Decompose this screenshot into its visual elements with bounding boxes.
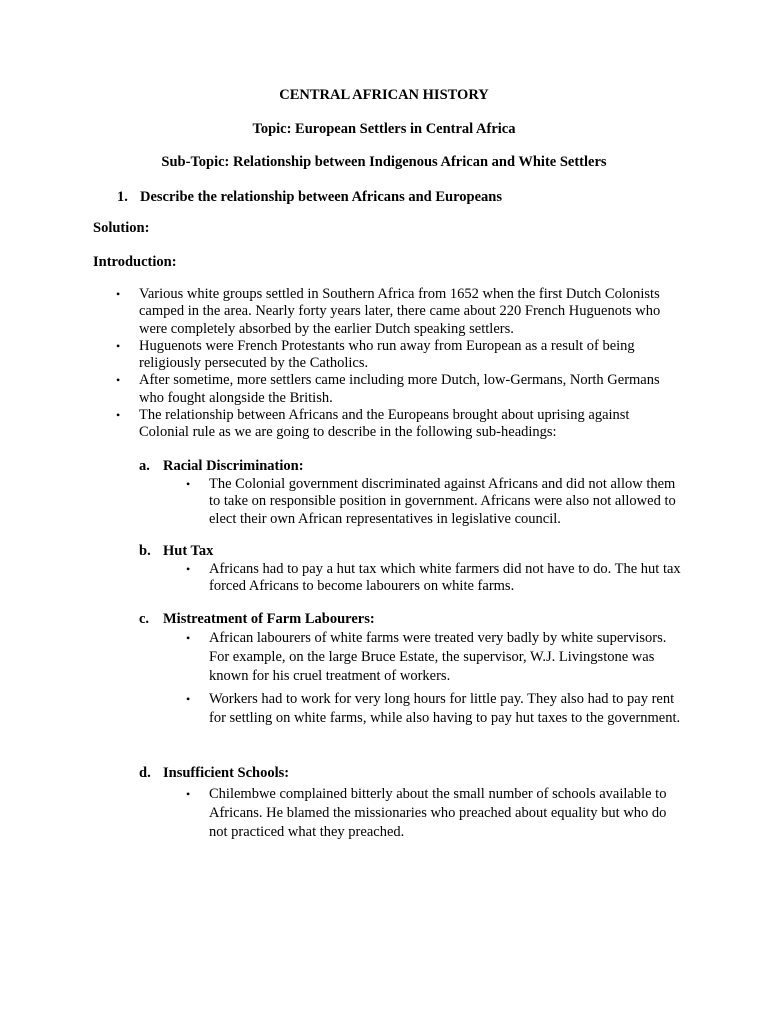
list-item [0,372,768,407]
section-a-letter: a. [139,458,150,474]
bullet-text: Africans had to pay a hut tax which white farmers did not have to do. The hut tax forced Africans to become labourers on white farms. [209,561,681,595]
intro-bullet-list [0,286,768,442]
bullet-icon: • [186,477,191,491]
section-b-heading: Hut Tax [163,543,214,559]
topic-heading: Topic: European Settlers in Central Africa [252,121,516,137]
bullet-icon: • [116,338,121,353]
bullet-text: Chilembwe complained bitterly about the small number of schools available to Africans. He blamed the missionaries who preached about equality but who do not practiced what they preached. [209,786,667,841]
section-a-bullet-list [0,476,768,528]
list-item [0,629,768,687]
section-b-letter: b. [139,543,151,559]
bullet-icon: • [186,562,191,576]
list-item [0,785,768,843]
list-item [0,338,768,373]
bullet-icon: • [116,408,121,423]
section-b-bullet-list [0,561,768,596]
bullet-text: Various white groups settled in Southern Africa from 1652 when the first Dutch Colonists camped in the area. Nearly forty years later, there came about 220 French Huguenots who were completely absorbed by the earlier Dutch speaking settlers. [139,286,661,337]
subtopic-heading: Sub-Topic: Relationship between Indigenous African and White Settlers [161,154,607,170]
section-c-heading: Mistreatment of Farm Labourers: [163,611,375,627]
list-item [0,407,768,442]
bullet-icon: • [116,287,121,301]
bullet-icon: • [186,787,191,801]
list-item [0,561,768,596]
section-d-heading: Insufficient Schools: [163,765,290,781]
section-c-letter: c. [139,611,150,627]
bullet-text: The Colonial government discriminated against Africans and did not allow them to take on responsible position in government. Africans were also not allowed to elect their own African representatives in legislative council. [209,476,676,527]
bullet-text: The relationship between Africans and the Europeans brought about uprising against Colonial rule as we are going to describe in the following sub-headings: [139,407,630,441]
document-title: CENTRAL AFRICAN HISTORY [279,87,489,103]
section-a-heading: Racial Discrimination: [163,458,304,474]
solution-label: Solution: [93,220,150,236]
section-d-letter: d. [139,765,151,781]
section-d-bullet-list [0,785,768,843]
bullet-icon: • [116,373,121,388]
bullet-text: After sometime, more settlers came including more Dutch, low-Germans, North Germans who fought alongside the British. [139,372,660,406]
question-text: Describe the relationship between Africans and Europeans [140,189,502,205]
bullet-text: African labourers of white farms were treated very badly by white supervisors. For example, on the large Bruce Estate, the supervisor, W.J. Livingstone was known for his cruel treatment of workers. [209,630,667,685]
bullet-icon: • [186,691,191,706]
introduction-label: Introduction: [93,254,177,270]
bullet-icon: • [186,631,191,645]
question-number: 1. [117,189,128,205]
bullet-text: Huguenots were French Protestants who run away from European as a result of being religiously persecuted by the Catholics. [139,337,635,372]
section-c-bullet-list [0,629,768,728]
list-item [0,476,768,528]
list-item [0,286,768,338]
list-item [0,690,768,728]
bullet-text: Workers had to work for very long hours for little pay. They also had to pay rent for settling on white farms, while also having to pay hut taxes to the government. [209,690,681,726]
